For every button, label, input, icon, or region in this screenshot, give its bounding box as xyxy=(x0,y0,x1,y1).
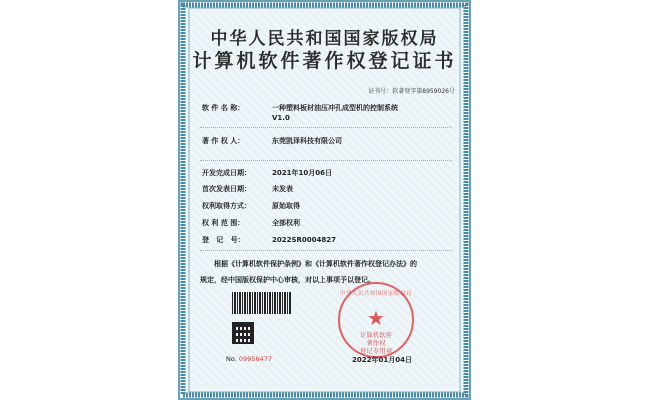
field-rights-scope xyxy=(202,218,452,228)
field-completion-date xyxy=(202,168,452,178)
field-value: 全部权利 xyxy=(272,219,300,227)
legal-statement xyxy=(200,259,448,285)
field-value: 2021年10月06日 xyxy=(272,169,332,177)
field-value: 一种塑料板材油压冲孔成型机的控制系统 V1.0 xyxy=(272,104,398,122)
field-label: 软 件 名 称： xyxy=(202,104,245,112)
field-value: 东莞凯泽科技有限公司 xyxy=(272,137,342,145)
legal-statement-line1: 根据《计算机软件保护条例》和《计算机软件著作权登记办法》的 xyxy=(214,260,417,268)
issuer-title: 中华人民共和国国家版权局 xyxy=(210,29,439,49)
barcode xyxy=(232,292,292,314)
star-icon: ★ xyxy=(367,306,385,330)
seal-ring-text: 中华人民共和国国家版权局 xyxy=(340,291,413,297)
certificate xyxy=(178,0,471,400)
field-copyright-owner xyxy=(202,136,452,146)
field-label: 著 作 权 人： xyxy=(202,137,245,145)
field-acquisition-method xyxy=(202,201,452,211)
legal-statement-line2: 规定，经中国版权保护中心审核，对以上事项予以登记。 xyxy=(200,276,375,284)
divider xyxy=(200,250,452,251)
field-first-publish-date xyxy=(202,184,452,194)
certificate-number: 证书号：软著登字第8959026号 xyxy=(368,88,455,95)
divider xyxy=(200,127,452,128)
seal-line3: 登记专用章 xyxy=(359,347,393,355)
seal-line1: 计算机软件 xyxy=(359,331,393,339)
field-label: 权 利 范 围： xyxy=(202,219,245,227)
field-value: 原始取得 xyxy=(272,202,300,210)
serial-number xyxy=(226,355,272,363)
divider xyxy=(200,160,452,161)
field-label: 开发完成日期： xyxy=(202,169,251,177)
field-label: 首次发表日期： xyxy=(202,185,251,193)
issue-date: 2022年01月04日 xyxy=(352,356,412,364)
official-seal xyxy=(338,282,414,358)
field-value: 未发表 xyxy=(272,185,293,193)
field-software-name xyxy=(202,103,452,123)
serial-value: 09956477 xyxy=(238,355,272,363)
certificate-title: 计算机软件著作权登记证书 xyxy=(192,50,457,72)
seal-line2: 著作权 xyxy=(366,339,386,347)
qr-code xyxy=(232,322,254,344)
field-registration-number xyxy=(202,235,452,245)
field-label: 权利取得方式： xyxy=(202,202,251,210)
field-label: 登 记 号： xyxy=(202,236,245,244)
field-value: 2022SR0004827 xyxy=(272,236,337,244)
serial-prefix: No. xyxy=(226,355,237,363)
